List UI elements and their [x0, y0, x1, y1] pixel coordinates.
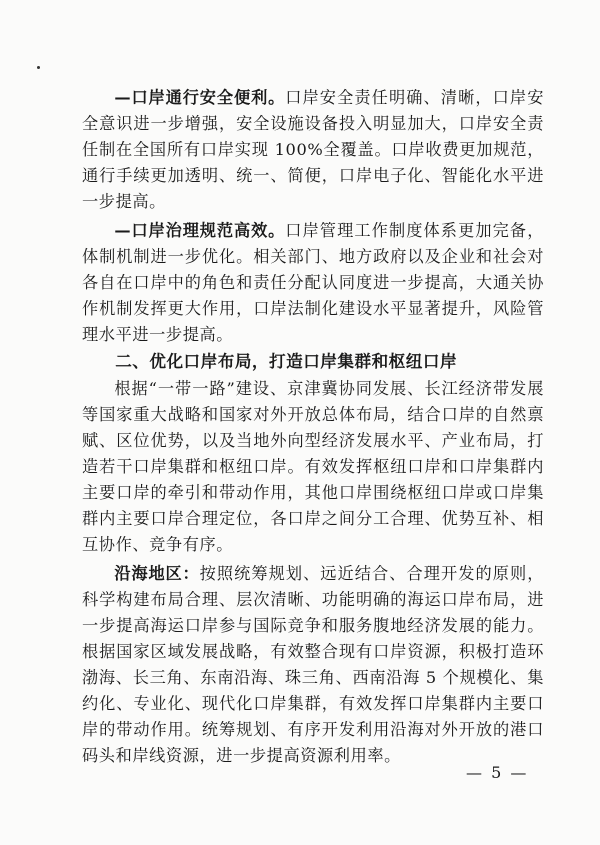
page-number: — 5 — [466, 763, 529, 782]
paragraph-text: 按照统筹规划、远近结合、合理开发的原则，科学构建布局合理、层次清晰、功能明确的海运口岸布局，进一步提高海运口岸参与国际竞争和服务腹地经济发展的能力。根据国家区域发展战略，有效整合现有口岸资源，积极打造环渤海、长三角、东南沿海、珠三角、西南沿海 5 个规模化、集约化、专业化、现代化口岸集群，有效发挥口岸集群内主要口岸的带动作用。统筹规划、有序开发利用沿海对外开放的港口码头和岸线资源，进一步提高资源利用率。 [82, 564, 545, 765]
paragraph-lead: —口岸通行安全便利。 [114, 88, 286, 107]
section-heading: 二、优化口岸布局，打造口岸集群和枢纽口岸 [115, 352, 458, 371]
paragraph-text: 口岸管理工作制度体系更加完备，体制机制进一步优化。相关部门、地方政府以及企业和社会对各自在口岸中的角色和责任分配认同度进一步提高，大通关协作机制发挥更大作用，口岸法制化建设水平显著提升，风险管理水平进一步提高。 [82, 221, 545, 344]
paragraph-lead: 沿海地区： [114, 564, 200, 583]
document-body [82, 85, 544, 769]
paragraph-text: 根据“一带一路”建设、京津冀协同发展、长江经济带发展等国家重大战略和国家对外开放总体布局，结合口岸的自然禀赋、区位优势，以及当地外向型经济发展水平、产业布局，打造若干口岸集群和枢纽口岸。有效发挥枢纽口岸和口岸集群内主要口岸的牵引和带动作用，其他口岸围绕枢纽口岸或口岸集群内主要口岸合理定位，各口岸之间分工合理、优势互补、相互协作、竞争有序。 [82, 379, 544, 554]
paragraph-port-safety [82, 85, 544, 215]
paragraph-port-layout [82, 376, 544, 558]
paragraph-lead: —口岸治理规范高效。 [114, 221, 286, 240]
scan-speck [37, 66, 40, 69]
paragraph-text: 口岸安全责任明确、清晰，口岸安全意识进一步增强，安全设施设备投入明显加大，口岸安全责任制在全国所有口岸实现 100%全覆盖。口岸收费更加规范，通行手续更加透明、统一、简便，口岸电子化、智能化水平进一步提高。 [82, 88, 545, 211]
paragraph-port-governance [82, 218, 544, 348]
paragraph-coastal-region [82, 561, 544, 769]
